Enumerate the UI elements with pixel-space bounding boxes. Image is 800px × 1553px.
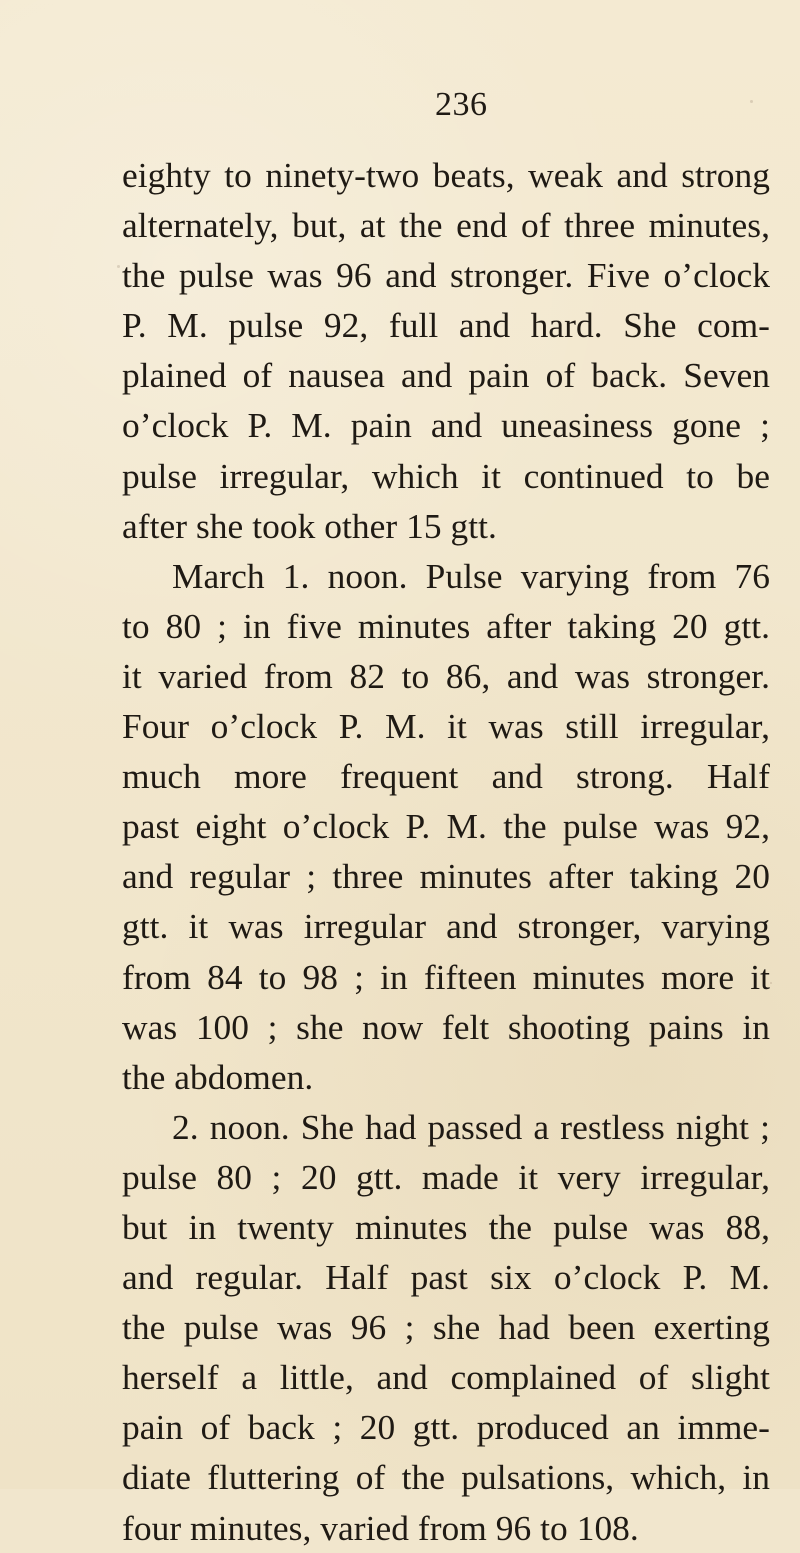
text-line: after she took other 15 gtt.: [122, 505, 497, 546]
text-line: herself a little, and complained of slight: [122, 1357, 770, 1398]
text-line: pulse 80 ; 20 gtt. made it very irregular,: [122, 1156, 770, 1197]
page-number: 236: [435, 86, 488, 123]
text-line: the pulse was 96 and stronger. Five o’clock: [122, 255, 770, 296]
text-line: pain of back ; 20 gtt. produced an imme-: [122, 1407, 770, 1448]
text-line: P. M. pulse 92, full and hard. She com-: [122, 305, 770, 346]
text-line: it varied from 82 to 86, and was stronger.: [122, 655, 770, 696]
text-line: from 84 to 98 ; in fifteen minutes more it: [122, 956, 770, 997]
text-line: much more frequent and strong. Half: [122, 756, 770, 797]
paper-speck: [770, 982, 772, 984]
text-line: 2. noon. She had passed a restless night ;: [172, 1106, 770, 1147]
text-line: o’clock P. M. pain and uneasiness gone ;: [122, 405, 770, 446]
paper-speck: [750, 100, 753, 103]
text-line: gtt. it was irregular and stronger, varying: [122, 906, 770, 947]
text-line: and regular. Half past six o’clock P. M.: [122, 1257, 770, 1298]
text-line: pulse irregular, which it continued to be: [122, 455, 770, 496]
text-line: the pulse was 96 ; she had been exerting: [122, 1307, 770, 1348]
text-line: eighty to ninety-two beats, weak and strong: [122, 155, 770, 195]
text-line: March 1. noon. Pulse varying from 76: [172, 555, 770, 596]
text-line: four minutes, varied from 96 to 108.: [122, 1507, 639, 1548]
text-line: to 80 ; in five minutes after taking 20 gtt.: [122, 605, 770, 646]
text-line: and regular ; three minutes after taking 20: [122, 856, 770, 897]
text-line: diate fluttering of the pulsations, which, in: [122, 1457, 770, 1498]
text-line: but in twenty minutes the pulse was 88,: [122, 1206, 770, 1247]
paper-speck: [117, 265, 120, 268]
text-line: past eight o’clock P. M. the pulse was 92,: [122, 806, 770, 847]
text-line: the abdomen.: [122, 1056, 314, 1097]
text-line: alternately, but, at the end of three minutes,: [122, 205, 770, 246]
page-text: [122, 150, 770, 1553]
text-line: was 100 ; she now felt shooting pains in: [122, 1006, 770, 1047]
text-line: Four o’clock P. M. it was still irregular,: [122, 706, 770, 747]
text-line: plained of nausea and pain of back. Seven: [122, 355, 770, 396]
